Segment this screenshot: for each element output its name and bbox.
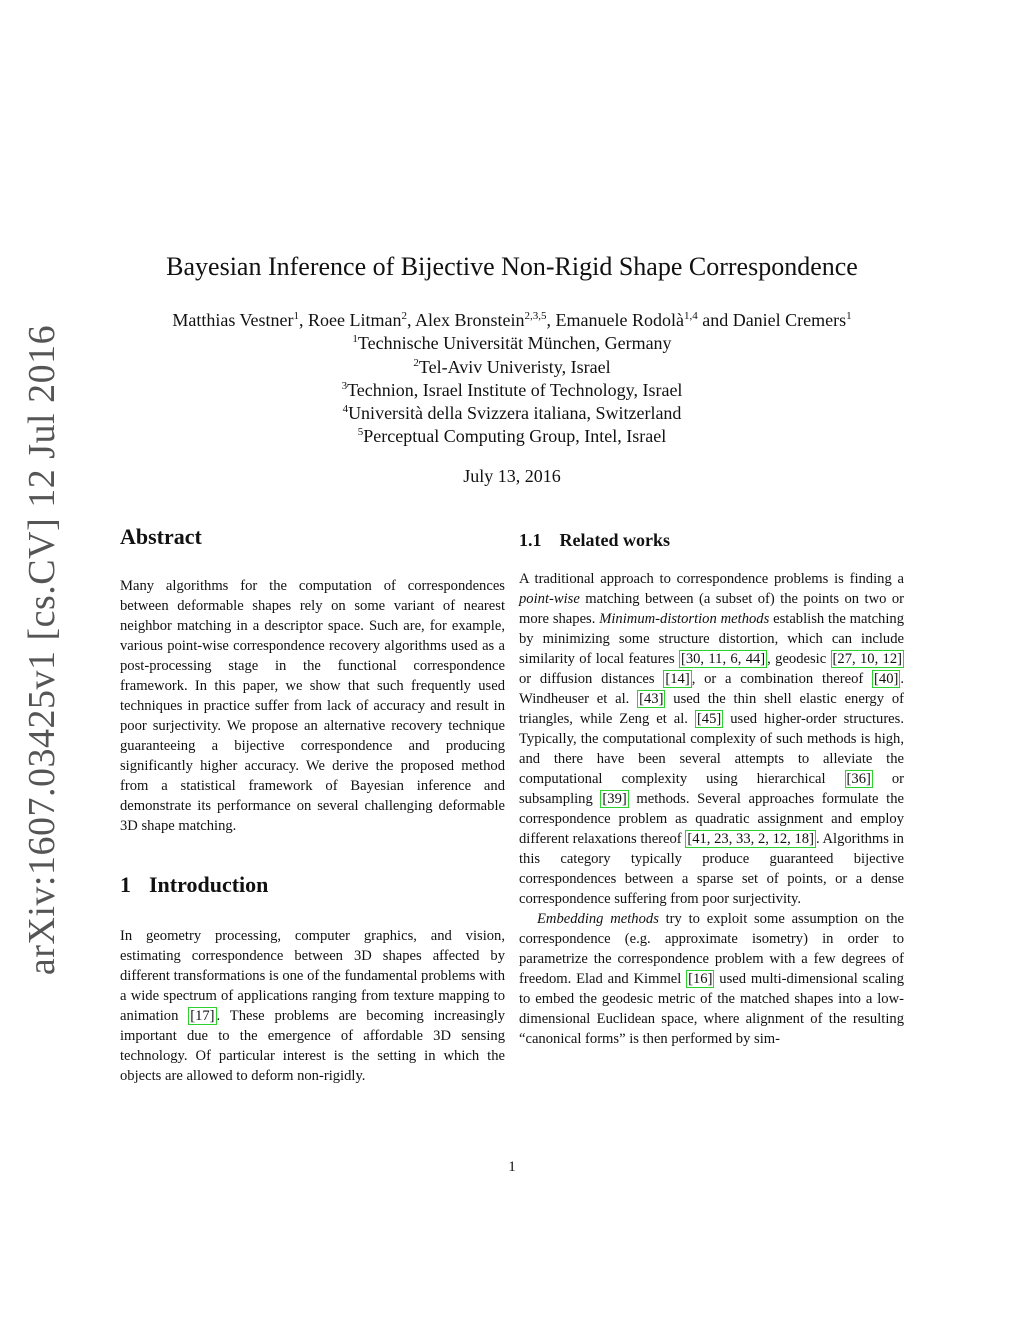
arxiv-stamp <box>12 324 72 976</box>
citation-link[interactable]: [45] <box>696 711 722 727</box>
italic-term: Embedding methods <box>537 911 659 927</box>
related-works-paragraph <box>519 909 904 1049</box>
text-run: or diffusion distances <box>519 671 664 687</box>
affiliation-mark: 2 <box>413 356 419 369</box>
affiliation <box>0 402 1024 425</box>
section-number: 1 <box>120 872 131 897</box>
text-run: or subsampling <box>519 771 904 807</box>
affiliation-mark: 1 <box>352 333 358 346</box>
affiliation <box>0 332 1024 355</box>
text-run: establish the matching by minimizing some structure distortion, which can include similarity of local features <box>519 611 904 667</box>
author-name: Roee Litman <box>307 310 402 330</box>
text-run: used higher-order structures. Typically, the computational complexity of such methods is high, and there have been several attempts to alleviate the computational complexity using hierarchical <box>519 711 904 787</box>
citation-link[interactable]: [17] <box>190 1008 215 1024</box>
citation-link[interactable]: [39] <box>602 791 627 807</box>
author-name: and Daniel Cremers <box>702 310 847 330</box>
affiliation-text: Technische Universität München, Germany <box>357 333 672 354</box>
introduction-paragraph <box>120 926 505 1086</box>
text-run: A traditional approach to correspondence problems is finding a <box>519 571 904 587</box>
text-run: In geometry processing, computer graphics, and vision, estimating correspondence between 3D shapes affected by different transformations is one of the fundamental problems with a wide spectrum of applications ranging from texture mapping to animation <box>120 928 505 1024</box>
text-run: used the thin shell elastic energy of triangles, while Zeng et al. <box>519 691 904 727</box>
citation-link[interactable]: [41, 23, 33, 2, 12, 18] <box>687 831 814 847</box>
author-affiliation-mark: 1 <box>846 310 852 322</box>
citation-link[interactable]: [43] <box>639 691 664 707</box>
affiliation-text: Tel-Aviv Univeristy, Israel <box>418 356 611 377</box>
abstract-text: Many algorithms for the computation of correspondences between deformable shapes rely on some variant of nearest neighbor matching in a descriptor space. Such are, for example, various point-wise correspondence recovery algorithms used as a post-processing stage in the functional correspondence framework. In this paper, we show that such frequently used techniques in practice suffer from lack of accuracy and result in poor surjectivity. We propose an alternative recovery technique guaranteeing a bijective correspondence and producing significantly higher accuracy. We derive the proposed method from a statistical framework of Bayesian inference and demonstrate its performance on several challenging deformable 3D shape matching. <box>120 578 505 834</box>
affiliation-mark: 5 <box>357 426 364 439</box>
page-number: 1 <box>508 1159 516 1175</box>
introduction-heading <box>120 872 505 898</box>
text-run: , or a combination thereof <box>691 671 873 687</box>
citation-link[interactable]: [40] <box>874 671 899 687</box>
italic-term: Minimum-distortion methods <box>599 611 770 627</box>
author-name: Alex Bronstein <box>414 310 525 330</box>
right-column <box>519 520 904 1049</box>
left-column <box>120 520 505 1086</box>
text-run: . Algorithms in this category typically produce guaranteed bijective correspondences between a sparse set of points, or a dense correspondence suffering from poor surjectivity. <box>519 831 904 907</box>
author-affiliation-mark: 2 <box>401 310 407 322</box>
section-title: Introduction <box>149 872 269 897</box>
italic-term: point-wise <box>519 591 580 607</box>
affiliation-text: Università della Svizzera italiana, Switzerland <box>348 403 682 424</box>
citation-link[interactable]: [16] <box>688 971 713 987</box>
affiliation-mark: 4 <box>342 403 349 416</box>
abstract-heading: Abstract <box>120 524 202 549</box>
arxiv-id: arXiv:1607.03425v1 [cs.CV] 12 Jul 2016 <box>21 324 63 976</box>
section-number: 1.1 <box>519 530 542 550</box>
related-works-paragraph <box>519 569 904 909</box>
text-run: . Windheuser et al. <box>519 671 905 707</box>
affiliation <box>0 356 1024 379</box>
author-list: Matthias Vestner$^1$, Roee Litman$^2$, Alex Bronstein$^{2,3,5}$, Emanuele Rodolà$^{1,4}$ and Daniel Cremers$^1$ <box>172 310 852 330</box>
citation-link[interactable]: [27, 10, 12] <box>832 651 903 667</box>
citation-link[interactable]: [30, 11, 6, 44] <box>680 651 766 667</box>
affiliation-text: Technion, Israel Institute of Technology, Israel <box>347 379 683 400</box>
citation-link[interactable]: [14] <box>665 671 690 687</box>
text-run: , geodesic <box>767 651 831 667</box>
author-affiliation-mark: 1 <box>293 310 299 322</box>
affiliation-text: Perceptual Computing Group, Intel, Israel <box>363 426 667 447</box>
affiliation <box>0 379 1024 402</box>
section-title: Related works <box>559 530 670 550</box>
text-run: matching between (a subset of) the points on two or more shapes. <box>519 591 904 627</box>
paper-title: Bayesian Inference of Bijective Non-Rigid Shape Correspondence <box>166 252 858 281</box>
affiliation <box>0 425 1024 448</box>
related-works-heading <box>519 530 904 551</box>
text-run: . These problems are becoming increasingly important due to the emergence of affordable 3D sensing technology. Of particular interest is the setting in which the objects are allowed to deform non-rigidly. <box>120 1008 505 1084</box>
paper-date: July 13, 2016 <box>463 466 561 486</box>
author-block <box>0 309 1024 449</box>
text-run: methods. Several approaches formulate the correspondence problem as quadratic assignment and employ different relaxations thereof <box>519 791 904 847</box>
author-name: Emanuele Rodolà <box>555 310 684 330</box>
affiliation-mark: 3 <box>341 379 348 392</box>
author-affiliation-mark: 1,4 <box>683 310 698 322</box>
citation-link[interactable]: [36] <box>846 771 871 787</box>
author-name: Matthias Vestner <box>172 310 294 330</box>
text-run: try to exploit some assumption on the correspondence (e.g. approximate isometry) in order to parametrize the correspondence problem with a few degrees of freedom. Elad and Kimmel <box>519 911 904 987</box>
text-run: used multi-dimensional scaling to embed the geodesic metric of the matched shapes into a low-dimensional Euclidean space, where alignment of the resulting “canonical forms” is then performed by sim- <box>519 971 904 1047</box>
author-affiliation-mark: 2,3,5 <box>524 310 547 322</box>
